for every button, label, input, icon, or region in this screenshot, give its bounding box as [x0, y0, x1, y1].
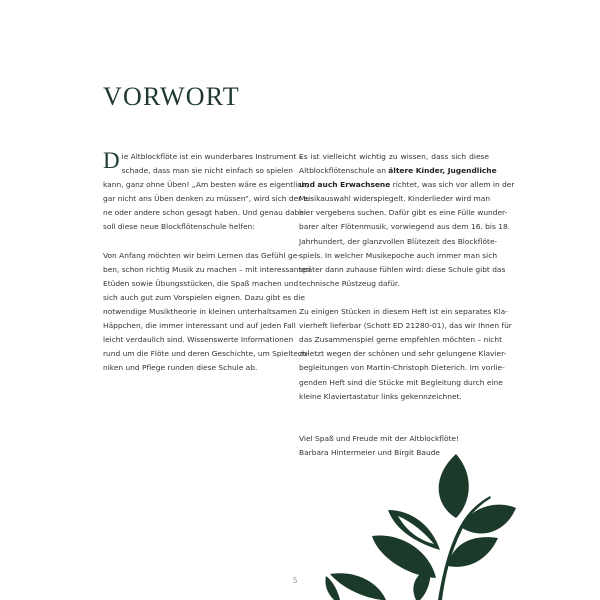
text-span: Altblockflötenschule an — [299, 166, 389, 176]
text-line: später dann zuhause fühlen wird: diese Schule gibt das — [299, 264, 506, 274]
text-span: richtet, was sich vor allem in der — [390, 180, 515, 190]
text-line: hier vergebens suchen. Dafür gibt es eine Fülle wunder- — [299, 208, 508, 218]
text-line: gar nicht ans Üben denken zu müssen“, wird sich der ei- — [103, 194, 313, 204]
text-line: Häppchen, die immer interessant und auf jeden Fall — [103, 321, 296, 331]
text-line: sich auch gut zum Vorspielen eignen. Dazu gibt es die — [103, 292, 305, 302]
text-line: leicht verdaulich sind. Wissenswerte Informationen — [103, 335, 294, 345]
text-line: begleitungen von Martin-Christoph Dieterich. Im vorlie- — [299, 363, 505, 373]
text-line: Es ist vielleicht wichtig zu wissen, dass sich diese — [299, 152, 489, 161]
text-line: Von Anfang möchten wir beim Lernen das Gefühl ge- — [103, 250, 300, 260]
drop-cap: D — [103, 148, 120, 173]
closing-line: Viel Spaß und Freude mit der Altblockflöte! — [299, 433, 459, 443]
text-line: notwendige Musiktheorie in kleinen unterhaltsamen — [103, 307, 297, 317]
bold-text: ältere Kinder, Jugendliche — [388, 166, 497, 176]
text-line: niken und Pflege runden diese Schule ab. — [103, 363, 258, 373]
text-line: schade, dass man sie nicht einfach so spielen — [121, 166, 293, 176]
text-line: barer alter Flötenmusik, vorwiegend aus dem 16. bis 18. — [299, 222, 511, 232]
text-line: zuletzt wegen der schönen und sehr gelungene Klavier- — [299, 349, 507, 359]
text-line: technische Rüstzeug dafür. — [299, 278, 400, 288]
text-line: kann, ganz ohne Üben! „Am besten wäre es eigentlich, — [103, 180, 309, 190]
text-line: genden Heft sind die Stücke mit Begleitung durch eine — [299, 377, 503, 387]
text-line: das Zusammenspiel gerne empfehlen möchten – nicht — [299, 335, 503, 345]
text-line — [299, 178, 515, 192]
right-column — [299, 150, 515, 460]
left-column — [103, 148, 313, 376]
page-number: 5 — [293, 576, 297, 585]
text-line: soll diese neue Blockflötenschule helfen: — [103, 222, 255, 232]
text-line: Jahrhundert, der glanzvollen Blütezeit des Blockflöte- — [299, 236, 498, 246]
text-line — [299, 164, 497, 178]
text-line: ne oder andere schon gesagt haben. Und genau dabei — [103, 208, 306, 218]
text-line: vierheft lieferbar (Schott ED 21280-01), das wir Ihnen für — [299, 321, 512, 331]
text-line: kleine Klaviertastatur links gekennzeichnet. — [299, 391, 462, 401]
text-line: rund um die Flöte und deren Geschichte, um Spieltech- — [103, 349, 310, 359]
text-line: ie Altblockflöte ist ein wunderbares Instrument – — [121, 152, 303, 161]
signature-line: Barbara Hintermeier und Birgit Baude — [299, 447, 440, 457]
text-line: spiels. In welcher Musikepoche auch immer man sich — [299, 250, 498, 260]
text-line: Zu einigen Stücken in diesem Heft ist ein separates Kla- — [299, 307, 508, 317]
text-line: Musikauswahl widerspiegelt. Kinderlieder wird man — [299, 194, 491, 204]
text-line: Etüden sowie Übungsstücken, die Spaß machen und — [103, 278, 299, 288]
page-title: VORWORT — [103, 82, 240, 111]
text-line: ben, schon richtig Musik zu machen – mit interessanten — [103, 264, 311, 274]
leaf-branch-icon — [320, 448, 520, 600]
bold-text: und auch Erwachsene — [299, 180, 391, 190]
